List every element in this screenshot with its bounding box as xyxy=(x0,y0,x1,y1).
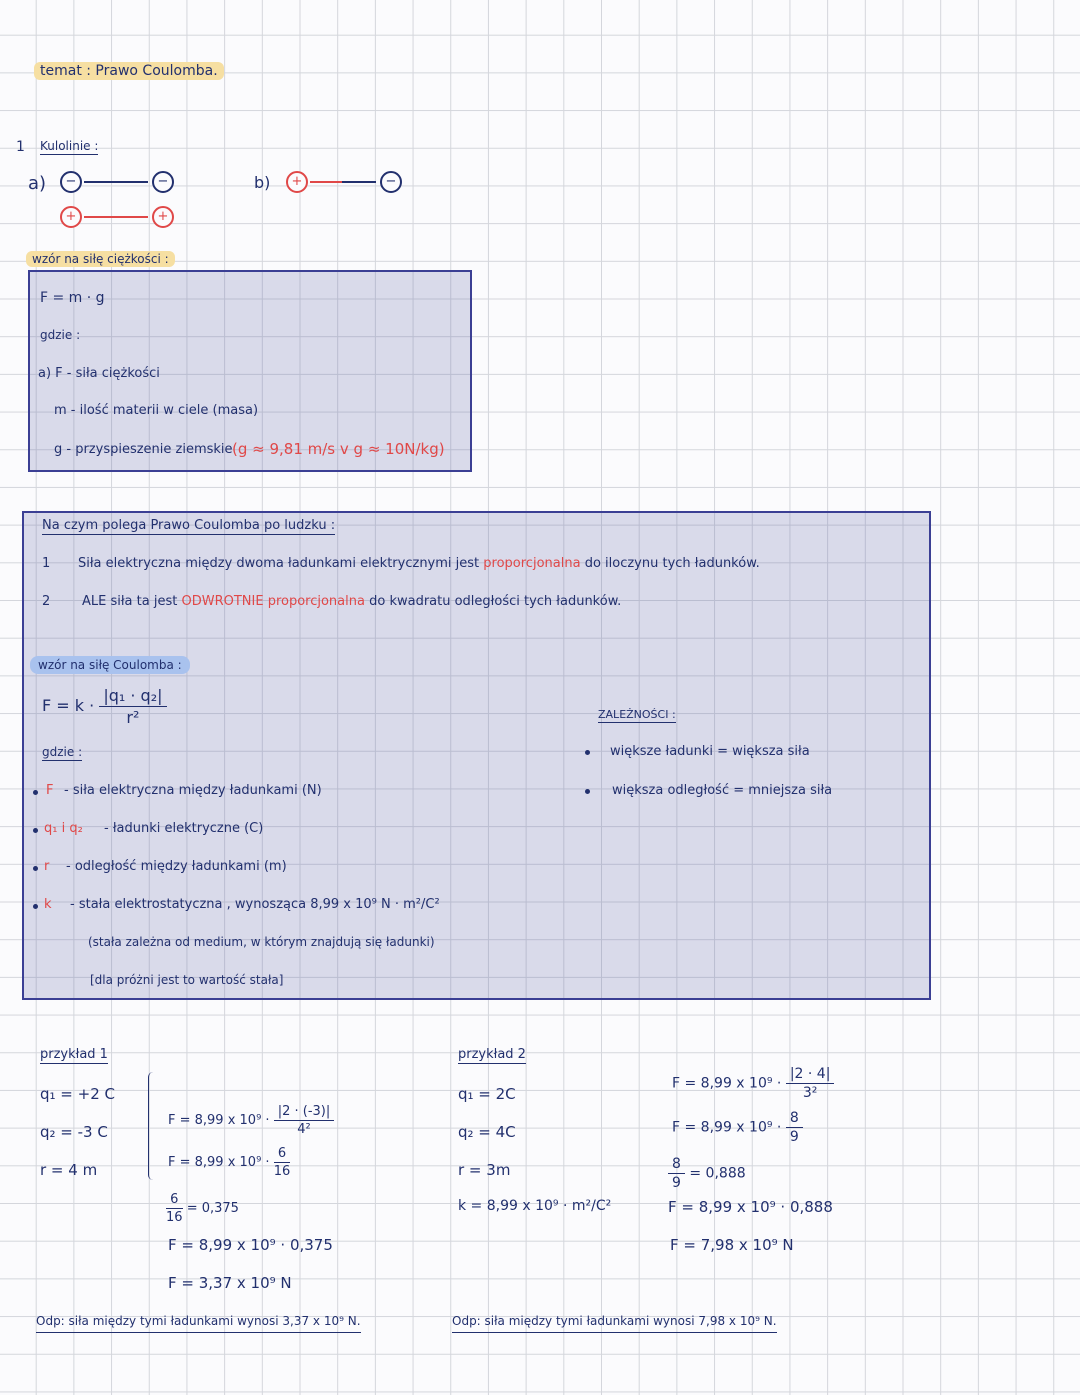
def-q: - ładunki elektryczne (C) xyxy=(104,821,264,836)
point-1-highlight: proporcjonalna xyxy=(483,556,581,571)
negative-charge: − xyxy=(152,171,174,193)
example-2-step-1 xyxy=(672,1066,834,1101)
example-1-step-3 xyxy=(166,1192,239,1225)
point-2 xyxy=(82,594,621,609)
example-2-step-2 xyxy=(672,1110,803,1145)
positive-charge: + xyxy=(60,206,82,228)
coulomb-formula-numerator: |q₁ · q₂| xyxy=(99,686,166,707)
bullet xyxy=(585,789,590,794)
def-k: - stała elektrostatyczna , wynosząca 8,99 x 10⁹ N · m²/C² xyxy=(70,897,440,912)
example-2-step-3-fraction xyxy=(668,1156,685,1191)
example-2-step-1-numerator: |2 · 4| xyxy=(786,1066,835,1084)
example-2-step-3 xyxy=(668,1156,746,1191)
gravity-tag: wzór na siłę ciężkości : xyxy=(26,251,175,267)
def-k-note: (stała zależna od medium, w którym znajdują się ładunki) xyxy=(88,935,435,949)
example-1-step-3-fraction xyxy=(166,1192,183,1225)
relation-1: większe ładunki = większa siła xyxy=(610,744,810,759)
section-title: Kulolinie : xyxy=(40,139,99,153)
gravity-formula: F = m · g xyxy=(40,290,105,306)
coulomb-question: Na czym polega Prawo Coulomba po ludzku : xyxy=(42,518,336,533)
bullet xyxy=(33,904,38,909)
example-2-answer: Odp: siła między tymi ładunkami wynosi 7,98 x 10⁹ N. xyxy=(452,1314,777,1333)
example-1-step-3-denominator: 16 xyxy=(166,1210,183,1225)
gravity-gdzie: gdzie : xyxy=(40,328,81,342)
example-1-step-1-left: F = 8,99 x 10⁹ · xyxy=(168,1113,270,1128)
relations-title: ZALEŻNOŚCI : xyxy=(598,708,676,721)
example-2-step-2-numerator: 8 xyxy=(786,1110,803,1128)
label-b: b) xyxy=(254,173,271,192)
def-q-symbol: q₁ i q₂ xyxy=(44,821,83,836)
example-2-step-3-denominator: 9 xyxy=(672,1175,681,1191)
example-1-title: przykład 1 xyxy=(40,1047,108,1062)
point-1 xyxy=(78,556,760,571)
coulomb-formula xyxy=(42,686,167,727)
gravity-def-g: g - przyspieszenie ziemskie xyxy=(54,442,233,457)
example-2-step-2-denominator: 9 xyxy=(789,1129,799,1145)
example-1-step-2-fraction xyxy=(274,1146,291,1179)
example-1-step-1 xyxy=(168,1104,334,1137)
point-2-number: 2 xyxy=(42,594,51,609)
example-1-q1: q₁ = +2 C xyxy=(40,1085,115,1103)
coulomb-formula-denominator: r² xyxy=(126,708,140,727)
example-1-step-3-numerator: 6 xyxy=(166,1192,183,1209)
example-1-step-4: F = 8,99 x 10⁹ · 0,375 xyxy=(168,1236,333,1254)
relation-2: większa odległość = mniejsza siła xyxy=(612,783,833,798)
def-r: - odległość między ładunkami (m) xyxy=(66,859,287,874)
coulomb-tag: wzór na siłę Coulomba : xyxy=(30,656,190,674)
example-2-r: r = 3m xyxy=(458,1161,511,1179)
topic-title: temat : Prawo Coulomba. xyxy=(34,62,224,80)
def-f-symbol: F xyxy=(46,783,54,798)
bullet xyxy=(33,866,38,871)
bullet xyxy=(33,790,38,795)
point-2-highlight: ODWROTNIE proporcjonalna xyxy=(181,594,365,609)
bullet xyxy=(585,750,590,755)
example-1-step-2 xyxy=(168,1146,290,1179)
example-2-step-2-left: F = 8,99 x 10⁹ · xyxy=(672,1119,782,1136)
bullet xyxy=(33,828,38,833)
example-1-step-1-denominator: 4² xyxy=(297,1122,311,1137)
example-2-title: przykład 2 xyxy=(458,1047,526,1062)
example-1-step-2-denominator: 16 xyxy=(273,1164,291,1179)
example-1-brace xyxy=(148,1072,153,1180)
negative-charge: − xyxy=(60,171,82,193)
arrow-line xyxy=(310,181,342,183)
example-1-r: r = 4 m xyxy=(40,1161,98,1179)
example-2-result: F = 7,98 x 10⁹ N xyxy=(670,1236,794,1254)
example-1-answer: Odp: siła między tymi ładunkami wynosi 3,37 x 10⁹ N. xyxy=(36,1314,361,1333)
point-2-text-end: do kwadratu odległości tych ładunków. xyxy=(369,594,622,609)
example-2-step-1-fraction xyxy=(786,1066,835,1101)
example-2-step-3-numerator: 8 xyxy=(668,1156,685,1174)
example-1-result: F = 3,37 x 10⁹ N xyxy=(168,1274,292,1292)
example-1-step-2-numerator: 6 xyxy=(274,1146,291,1163)
def-f: - siła elektryczna między ładunkami (N) xyxy=(64,783,322,798)
arrow-line xyxy=(84,181,148,183)
example-2-q2: q₂ = 4C xyxy=(458,1123,516,1141)
section-number: 1 xyxy=(16,139,25,155)
point-1-number: 1 xyxy=(42,556,51,571)
example-1-step-2-left: F = 8,99 x 10⁹ · xyxy=(168,1155,270,1170)
arrow-line xyxy=(84,216,148,218)
positive-charge: + xyxy=(286,171,308,193)
def-k-vacuum: [dla próżni jest to wartość stała] xyxy=(90,973,284,987)
example-2-q1: q₁ = 2C xyxy=(458,1085,516,1103)
example-1-step-1-fraction xyxy=(274,1104,335,1137)
example-1-q2: q₂ = -3 C xyxy=(40,1123,108,1141)
example-2-step-1-denominator: 3² xyxy=(802,1085,818,1101)
example-2-step-1-left: F = 8,99 x 10⁹ · xyxy=(672,1075,782,1092)
gravity-def-m: m - ilość materii w ciele (masa) xyxy=(54,403,259,418)
def-k-symbol: k xyxy=(44,897,52,912)
gravity-g-value: (g ≈ 9,81 m/s v g ≈ 10N/kg) xyxy=(232,440,445,458)
arrow-line xyxy=(342,181,376,183)
point-1-text: Siła elektryczna między dwoma ładunkami elektrycznymi jest xyxy=(78,556,480,571)
example-2-step-3-right: = 0,888 xyxy=(689,1165,746,1182)
coulomb-formula-fraction xyxy=(99,686,166,727)
coulomb-formula-left: F = k · xyxy=(42,696,95,715)
example-2-step-4: F = 8,99 x 10⁹ · 0,888 xyxy=(668,1198,833,1216)
gravity-def-f: a) F - siła ciężkości xyxy=(38,366,160,381)
example-1-step-3-right: = 0,375 xyxy=(186,1201,239,1216)
label-a: a) xyxy=(28,173,47,194)
example-2-step-2-fraction xyxy=(786,1110,803,1145)
coulomb-gdzie: gdzie : xyxy=(42,745,83,759)
negative-charge: − xyxy=(380,171,402,193)
example-1-step-1-numerator: |2 · (-3)| xyxy=(274,1104,335,1121)
positive-charge: + xyxy=(152,206,174,228)
def-r-symbol: r xyxy=(44,859,50,874)
example-2-k: k = 8,99 x 10⁹ · m²/C² xyxy=(458,1198,612,1214)
point-2-text: ALE siła ta jest xyxy=(82,594,178,609)
point-1-text-end: do iloczynu tych ładunków. xyxy=(584,556,760,571)
